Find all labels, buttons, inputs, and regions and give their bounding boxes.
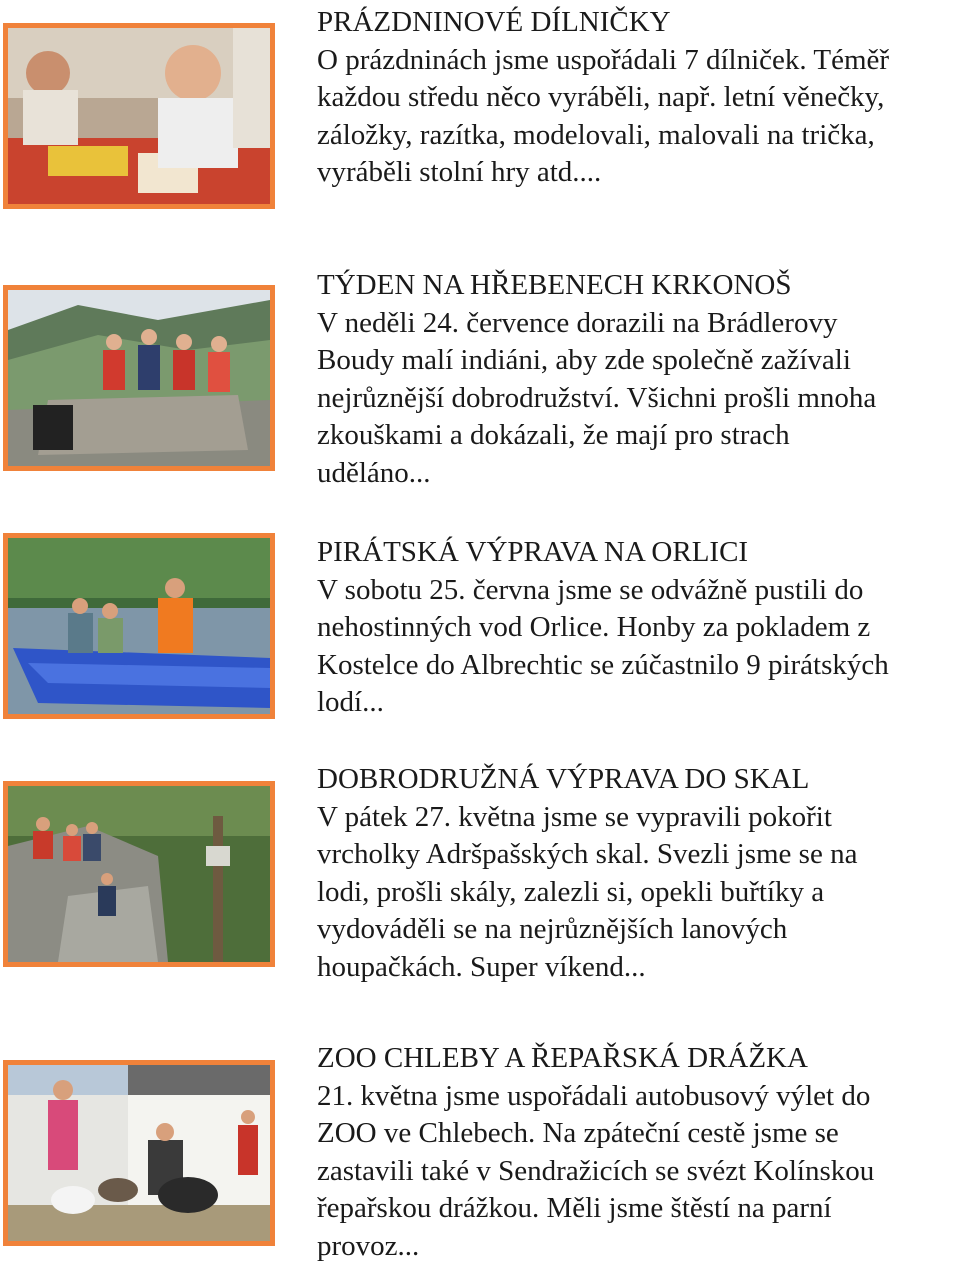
article-title: PRÁZDNINOVÉ DÍLNIČKY — [317, 6, 671, 38]
article-line: O prázdninách jsme uspořádali 7 dílniček. Téměř — [317, 43, 890, 76]
article-line: provoz... — [317, 1229, 420, 1262]
article-line: řepařskou drážkou. Měli jsme štěstí na parní — [317, 1192, 832, 1224]
article-line: zastavili také v Sendražicích se svézt Kolínskou — [317, 1154, 875, 1187]
article-line: V neděli 24. července dorazili na Brádlerovy — [317, 306, 838, 339]
article-line: ZOO ve Chlebech. Na zpáteční cestě jsme se — [317, 1117, 839, 1149]
article-line: zkouškami a dokázali, že mají pro strach — [317, 419, 790, 451]
article-title: TÝDEN NA HŘEBENECH KRKONOŠ — [317, 269, 792, 301]
article-line: lodí... — [317, 686, 384, 718]
article-line: každou středu něco vyráběli, např. letní věnečky, — [317, 81, 885, 113]
article-line: nejrůznější dobrodružství. Všichni prošli mnoha — [317, 381, 877, 414]
zoo-photo — [3, 1060, 275, 1246]
article-line: houpačkách. Super víkend... — [317, 950, 646, 983]
article-line: 21. května jsme uspořádali autobusový výlet do — [317, 1079, 871, 1112]
article-line: uděláno... — [317, 456, 431, 489]
article-line: V sobotu 25. června jsme se odvážně pustili do — [317, 573, 864, 606]
article-title: ZOO CHLEBY A ŘEPAŘSKÁ DRÁŽKA — [317, 1042, 808, 1074]
canoe-photo — [3, 533, 275, 719]
article-line: vrcholky Adršpašských skal. Svezli jsme se na — [317, 838, 858, 870]
article-line: Kostelce do Albrechtic se zúčastnilo 9 pirátských — [317, 648, 889, 681]
article-line: vydováděli se na nejrůznějších lanových — [317, 913, 788, 945]
mountain-group-photo — [3, 285, 275, 471]
rocks-photo — [3, 781, 275, 967]
workshop-photo — [3, 23, 275, 209]
article-line: Boudy malí indiáni, aby zde společně zažívali — [317, 344, 851, 376]
article-line: lodi, prošli skály, zalezli si, opekli buřtíky a — [317, 875, 825, 908]
article-line: vyráběli stolní hry atd.... — [317, 156, 602, 188]
article-title: DOBRODRUŽNÁ VÝPRAVA DO SKAL — [317, 763, 810, 795]
article-title: PIRÁTSKÁ VÝPRAVA NA ORLICI — [317, 536, 749, 568]
article-line: záložky, razítka, modelovali, malovali na trička, — [317, 118, 875, 151]
article-line: nehostinných vod Orlice. Honby za pokladem z — [317, 611, 871, 643]
article-line: V pátek 27. května jsme se vypravili pokořit — [317, 800, 832, 833]
